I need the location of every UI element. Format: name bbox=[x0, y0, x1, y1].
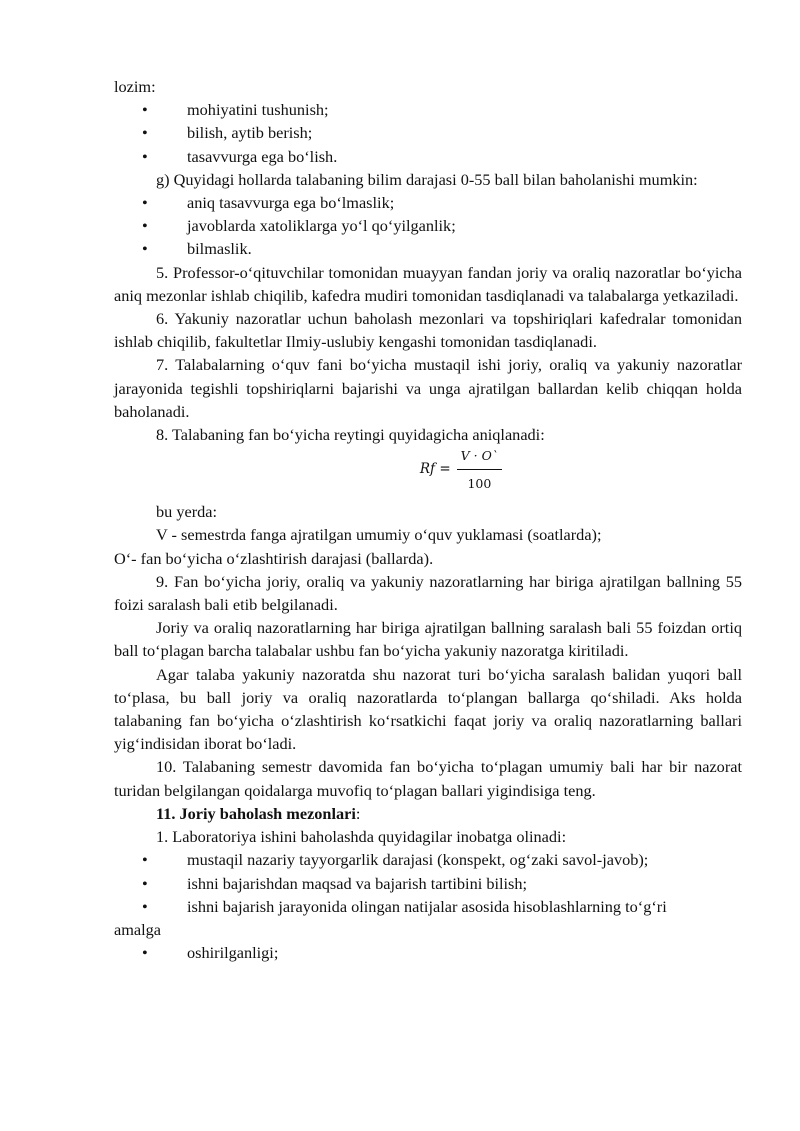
formula-numerator: V · O` bbox=[457, 444, 502, 470]
list-item: • ishni bajarish jarayonida olingan natijalar asosida hisoblashlarning to‘g‘ri bbox=[114, 895, 742, 918]
list-item: • bilmaslik. bbox=[114, 237, 742, 260]
formula-lhs: Rf = bbox=[419, 460, 451, 477]
formula-fraction bbox=[457, 444, 502, 495]
paragraph: 5. Professor-o‘qituvchilar tomonidan muayyan fandan joriy va oraliq nazoratlar bo‘yicha aniq mezonlar ishlab chiqilib, kafedra mudiri tomonidan tasdiqlanadi va talabalarga yetkaziladi. bbox=[114, 262, 742, 305]
section-heading: 11. Joriy baholash mezonlari: bbox=[156, 803, 361, 823]
list-item: • tasavvurga ega bo‘lish. bbox=[114, 145, 742, 168]
paragraph: 1. Laboratoriya ishini baholashda quyidagilar inobatga olinadi: bbox=[156, 827, 567, 847]
list-item: • javoblarda xatoliklarga yo‘l qo‘yilganlik; bbox=[114, 214, 742, 237]
list-item: • mustaqil nazariy tayyorgarlik darajasi (konspekt, og‘zaki savol-javob); bbox=[114, 848, 742, 871]
bullet-icon: • bbox=[142, 850, 148, 870]
paragraph: O‘- fan bo‘yicha o‘zlashtirish darajasi (ballarda). bbox=[114, 548, 434, 568]
list-item: • ishni bajarishdan maqsad va bajarish tartibini bilish; bbox=[114, 872, 742, 895]
paragraph: bu yerda: bbox=[156, 502, 218, 522]
bullet-icon: • bbox=[142, 896, 148, 916]
bullet-icon: • bbox=[142, 239, 148, 259]
list-item: • oshirilganligi; bbox=[114, 941, 742, 964]
list-item: • mohiyatini tushunish; bbox=[114, 98, 742, 121]
paragraph: g) Quyidagi hollarda talabaning bilim darajasi 0-55 ball bilan baholanishi mumkin: bbox=[156, 169, 698, 189]
bullet-icon: • bbox=[142, 100, 148, 120]
list-item: • aniq tasavvurga ega bo‘lmaslik; bbox=[114, 191, 742, 214]
paragraph: 9. Fan bo‘yicha joriy, oraliq va yakuniy nazoratlarning har biriga ajratilgan ballning 55 foizi saralash bali etib belgilanadi. bbox=[114, 571, 742, 615]
bullet-icon: • bbox=[142, 943, 148, 963]
text-line: lozim: bbox=[114, 77, 156, 96]
rating-formula bbox=[114, 446, 742, 492]
bullet-icon: • bbox=[142, 123, 148, 143]
formula-denominator: 100 bbox=[467, 475, 492, 491]
bullet-icon: • bbox=[142, 873, 148, 893]
paragraph: Joriy va oraliq nazoratlarning har biriga ajratilgan ballning saralash bali 55 foizdan ortiq ball to‘plagan barcha talabalar ushbu fan bo‘yicha yakuniy nazoratga kiritiladi. bbox=[114, 618, 742, 661]
paragraph: 7. Talabalarning o‘quv fani bo‘yicha mustaqil ishi joriy, oraliq va yakuniy nazoratlar jarayonida tegishli topshiriqlarni bajarishi va unga ajratilgan ballardan kelib chiqqan holda baholanadi. bbox=[114, 355, 742, 421]
text-line: amalga bbox=[114, 919, 162, 939]
paragraph: V - semestrda fanga ajratilgan umumiy o‘quv yuklamasi (soatlarda); bbox=[156, 525, 602, 545]
paragraph: Agar talaba yakuniy nazoratda shu nazorat turi bo‘yicha saralash balidan yuqori ball to‘plasa, bu ball joriy va oraliq nazoratlarda to‘plangan ballarga qo‘shiladi. Aks holda talabaning fan bo‘yicha o‘zlashtirish ko‘rsatkichi faqat joriy va oraliq nazoratlarning ballari yig‘indisidan iborat bo‘ladi. bbox=[114, 664, 742, 754]
document-page bbox=[114, 75, 742, 964]
bullet-icon: • bbox=[142, 146, 148, 166]
bullet-icon: • bbox=[142, 193, 148, 213]
paragraph: 6. Yakuniy nazoratlar uchun baholash mezonlari va topshiriqlari kafedralar tomonidan ishlab chiqilib, fakultetlar Ilmiy-uslubiy kengashi tomonidan tasdiqlanadi. bbox=[114, 309, 742, 352]
paragraph: 10. Talabaning semestr davomida fan bo‘yicha to‘plagan umumiy bali har bir nazorat turidan belgilangan qoidalarga muvofiq to‘plagan ballari yigindisiga teng. bbox=[114, 757, 742, 800]
list-item: • bilish, aytib berish; bbox=[114, 121, 742, 144]
paragraph: 8. Talabaning fan bo‘yicha reytingi quyidagicha aniqlanadi: bbox=[156, 425, 545, 445]
bullet-icon: • bbox=[142, 216, 148, 236]
